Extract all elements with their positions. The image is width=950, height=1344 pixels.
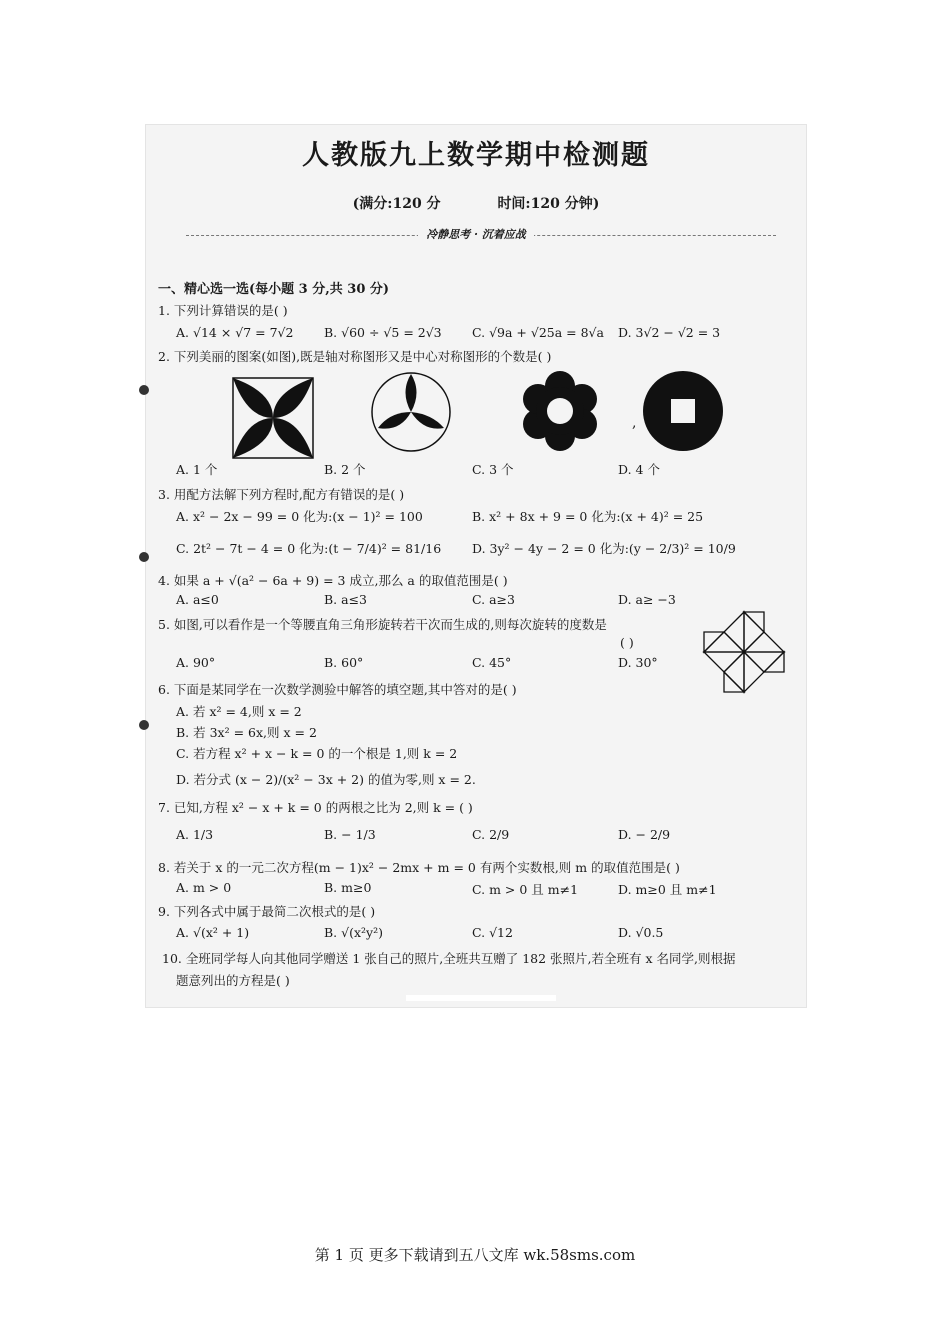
question-10-stem: 10. 全班同学每人向其他同学赠送 1 张自己的照片,全班共互赠了 182 张照片,若全班有 x 名同学,则根据 [162, 951, 736, 966]
figure-circle-three-blades [370, 370, 452, 454]
question-10-stem-continued: 题意列出的方程是( ) [176, 973, 290, 988]
question-1-stem: 1. 下列计算错误的是( ) [158, 303, 288, 318]
question-7-option-d: D. − 2/9 [618, 827, 671, 842]
binding-hole-mark [139, 720, 149, 730]
question-5-option-b: B. 60° [324, 655, 364, 670]
question-2-option-a: A. 1 个 [176, 462, 218, 477]
section-heading: 一、精心选一选(每小题 3 分,共 30 分) [158, 282, 390, 297]
question-6-stem: 6. 下面是某同学在一次数学测验中解答的填空题,其中答对的是( ) [158, 682, 517, 697]
question-6-option-c: C. 若方程 x² + x − k = 0 的一个根是 1,则 k = 2 [176, 746, 458, 761]
question-1-option-c: C. √9a + √25a = 8√a [472, 325, 604, 340]
question-5-option-c: C. 45° [472, 655, 512, 670]
question-4-option-c: C. a≥3 [472, 592, 515, 607]
question-5-blank: ( ) [620, 635, 634, 650]
question-6-option-d: D. 若分式 (x − 2)/(x² − 3x + 2) 的值为零,则 x = 2. [176, 772, 476, 787]
question-2-option-d: D. 4 个 [618, 462, 660, 477]
question-8-stem: 8. 若关于 x 的一元二次方程(m − 1)x² − 2mx + m = 0 有两个实数根,则 m 的取值范围是( ) [158, 860, 680, 875]
question-1-option-a: A. √14 × √7 = 7√2 [176, 325, 294, 340]
binding-hole-mark [139, 552, 149, 562]
question-5-option-d: D. 30° [618, 655, 658, 670]
question-9-stem: 9. 下列各式中属于最简二次根式的是( ) [158, 904, 376, 919]
question-3-option-b: B. x² + 8x + 9 = 0 化为:(x + 4)² = 25 [472, 509, 704, 524]
question-6-option-b: B. 若 3x² = 6x,则 x = 2 [176, 725, 317, 740]
figure-coin-square-hole [642, 370, 724, 452]
question-3-option-a: A. x² − 2x − 99 = 0 化为:(x − 1)² = 100 [176, 509, 423, 524]
question-9-option-b: B. √(x²y²) [324, 925, 383, 940]
figure-pinwheel [701, 609, 787, 695]
exam-time: 时间:120 分钟) [497, 196, 600, 212]
question-9-option-d: D. √0.5 [618, 925, 664, 940]
question-2-option-c: C. 3 个 [472, 462, 514, 477]
figure-square-petals [232, 377, 314, 459]
question-5-option-a: A. 90° [176, 655, 216, 670]
question-8-option-c: C. m > 0 且 m≠1 [472, 882, 579, 897]
exam-title: 人教版九上数学期中检测题 [302, 140, 650, 171]
question-1-option-d: D. 3√2 − √2 = 3 [618, 325, 721, 340]
question-7-option-a: A. 1/3 [176, 827, 214, 842]
question-4-option-b: B. a≤3 [324, 592, 368, 607]
scan-bottom-strip [406, 995, 556, 1001]
question-2-stem: 2. 下列美丽的图案(如图),既是轴对称图形又是中心对称图形的个数是( ) [158, 349, 552, 364]
question-3-option-d: D. 3y² − 4y − 2 = 0 化为:(y − 2/3)² = 10/9 [472, 541, 736, 556]
exam-motto [146, 226, 806, 242]
question-7-option-c: C. 2/9 [472, 827, 510, 842]
comma-separator: , [632, 415, 637, 431]
figure-flower [518, 369, 602, 453]
full-marks: (满分:120 分 [352, 196, 441, 212]
question-2-option-b: B. 2 个 [324, 462, 366, 477]
question-4-stem: 4. 如果 a + √(a² − 6a + 9) = 3 成立,那么 a 的取值范围是( ) [158, 573, 508, 588]
motto-text: 冷静思考 · 沉着应战 [418, 228, 534, 241]
scanned-exam-page [145, 124, 807, 1008]
question-8-option-a: A. m > 0 [176, 880, 232, 895]
page-footer: 第 1 页 更多下载请到五八文库 wk.58sms.com [314, 1246, 636, 1264]
question-3-option-c: C. 2t² − 7t − 4 = 0 化为:(t − 7/4)² = 81/16 [176, 541, 442, 556]
exam-info [146, 193, 806, 213]
question-8-option-d: D. m≥0 且 m≠1 [618, 882, 717, 897]
question-9-option-c: C. √12 [472, 925, 513, 940]
question-9-option-a: A. √(x² + 1) [176, 925, 250, 940]
question-6-option-a: A. 若 x² = 4,则 x = 2 [176, 704, 302, 719]
question-4-option-d: D. a≥ −3 [618, 592, 676, 607]
question-8-option-b: B. m≥0 [324, 880, 372, 895]
question-1-option-b: B. √60 ÷ √5 = 2√3 [324, 325, 442, 340]
question-3-stem: 3. 用配方法解下列方程时,配方有错误的是( ) [158, 487, 405, 502]
question-4-option-a: A. a≤0 [176, 592, 219, 607]
question-5-stem: 5. 如图,可以看作是一个等腰直角三角形旋转若干次而生成的,则每次旋转的度数是 [158, 617, 607, 632]
question-7-option-b: B. − 1/3 [324, 827, 376, 842]
binding-hole-mark [139, 385, 149, 395]
question-7-stem: 7. 已知,方程 x² − x + k = 0 的两根之比为 2,则 k = ( ) [158, 800, 473, 815]
